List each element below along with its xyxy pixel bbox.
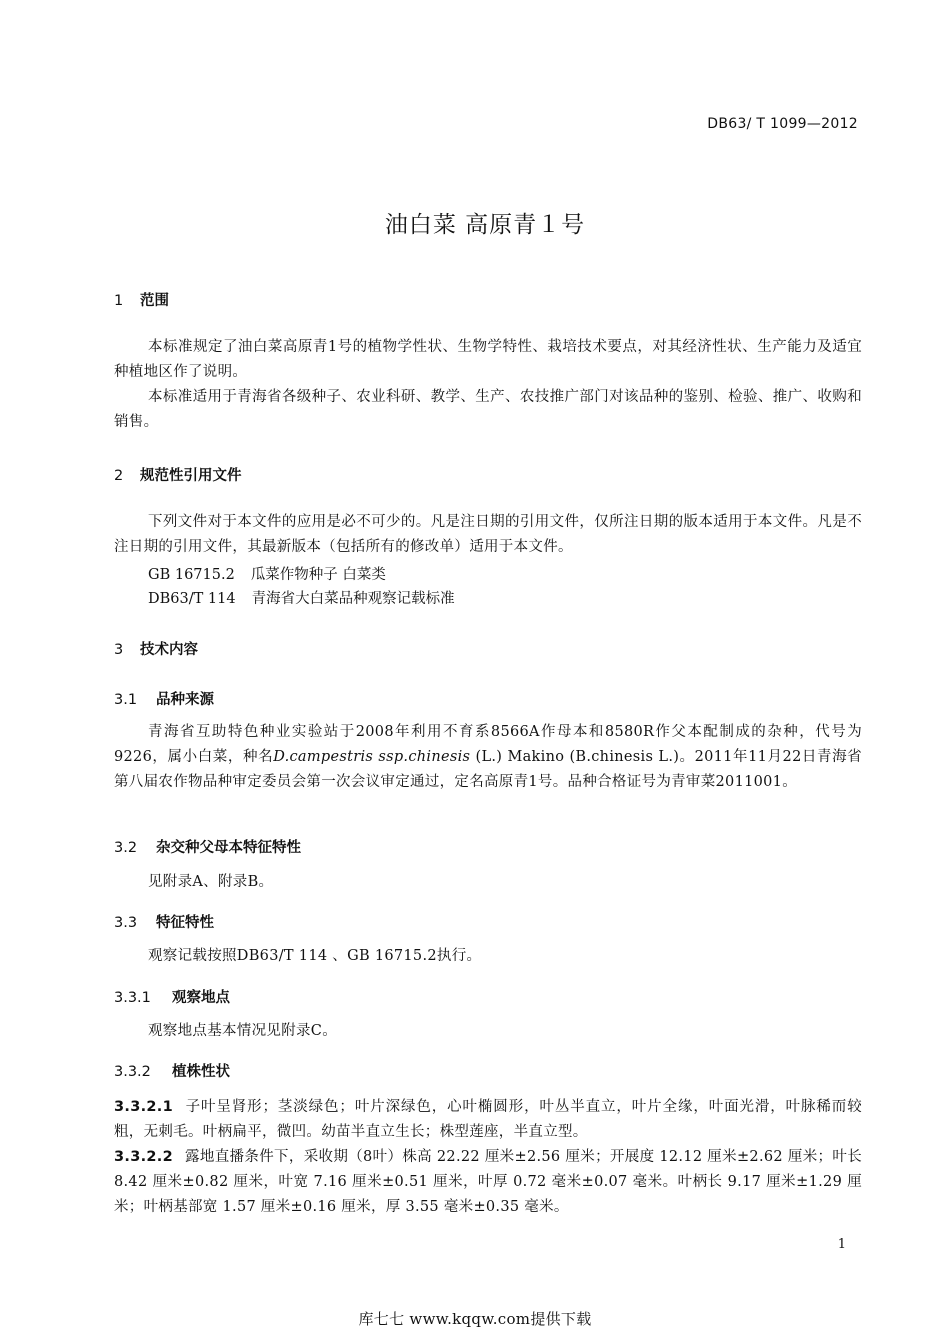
page-number: 1 [837, 1237, 846, 1252]
section-2-heading [114, 464, 242, 485]
section-1-paragraph-1: 本标准规定了油白菜高原青1号的植物学性状、生物学特性、栽培技术要点，对其经济性状、生产能力及适宜种植地区作了说明。 [114, 339, 862, 380]
clause-text: 子叶呈肾形；茎淡绿色；叶片深绿色，心叶椭圆形，叶丛半直立，叶片全缘，叶面光滑，叶脉稀而较粗，无刺毛。叶柄扁平，微凹。幼苗半直立生长；株型莲座，半直立型。 [114, 1099, 862, 1140]
section-title: 品种来源 [156, 692, 214, 708]
section-number: 3.2 [114, 840, 138, 856]
section-3-1-paragraph [114, 720, 862, 795]
section-number: 3.3.1 [114, 990, 151, 1006]
clause-3-3-2-1 [114, 1095, 862, 1145]
section-3-2-heading [114, 836, 301, 857]
section-title: 规范性引用文件 [140, 468, 242, 484]
section-title: 特征特性 [156, 915, 214, 931]
section-title: 范围 [140, 293, 169, 309]
section-title: 观察地点 [172, 990, 230, 1006]
section-1-heading [114, 289, 169, 310]
section-title: 植株性状 [172, 1064, 230, 1080]
section-2-paragraph: 下列文件对于本文件的应用是必不可少的。凡是注日期的引用文件，仅所注日期的版本适用于本文件。凡是不注日期的引用文件，其最新版本（包括所有的修改单）适用于本文件。 [114, 514, 862, 555]
section-3-3-1-heading [114, 986, 230, 1007]
clause-3-3-2-2 [114, 1145, 862, 1220]
standard-code: DB63/ T 1099—2012 [707, 116, 858, 132]
section-number: 3.1 [114, 692, 138, 708]
section-number: 3.3.2 [114, 1064, 151, 1080]
section-title: 杂交种父母本特征特性 [156, 840, 301, 856]
clause-text: 露地直播条件下，采收期（8叶）株高 22.22 厘米±2.56 厘米；开展度 12.12 厘米±2.62 厘米；叶长 8.42 厘米±0.82 厘米，叶宽 7.16 厘米±0.51 厘米，叶厚 0.72 毫米±0.07 毫米。叶柄长 9.17 厘米±1.29 厘米；叶柄基部宽 1.57 厘米±0.16 厘米，厚 3.55 毫米±0.35 毫米。 [114, 1149, 862, 1215]
section-3-1-heading [114, 688, 214, 709]
paragraph-text-b: (L.) Makino (B.chinesis L.)。2011年11月22日青海省第八届农作物品种审定委员会第一次会议审定通过，定名高原青1号。品种合格证号为青审菜2011001。 [114, 749, 862, 790]
section-3-2-paragraph: 见附录A、附录B。 [148, 874, 274, 890]
reference-code: GB 16715.2 [148, 567, 235, 583]
clause-number: 3.3.2.1 [114, 1099, 173, 1115]
reference-name: 青海省大白菜品种观察记载标准 [251, 591, 455, 607]
paragraph-text-a: 青海省互助特色种业实验站于2008年利用不育系8566A作母本和8580R作父本配制成的杂种，代号为9226，属小白菜，种名 [114, 724, 862, 765]
section-number: 3.3 [114, 915, 138, 931]
document-title: 油白菜 高原青１号 [384, 212, 586, 238]
reference-name: 瓜菜作物种子 白菜类 [250, 567, 386, 583]
species-name: D.campestris ssp.chinesis [273, 749, 471, 765]
reference-code: DB63/T 114 [148, 591, 236, 607]
section-number: 1 [114, 293, 124, 309]
normative-reference [148, 563, 386, 584]
normative-reference [148, 587, 455, 608]
clause-number: 3.3.2.2 [114, 1149, 173, 1165]
section-number: 2 [114, 468, 124, 484]
section-number: 3 [114, 642, 124, 658]
section-3-3-1-paragraph: 观察地点基本情况见附录C。 [148, 1023, 337, 1039]
section-3-heading [114, 638, 198, 659]
section-title: 技术内容 [140, 642, 198, 658]
section-1-paragraph-2: 本标准适用于青海省各级种子、农业科研、教学、生产、农技推广部门对该品种的鉴别、检验、推广、收购和销售。 [114, 389, 862, 430]
section-3-3-2-heading [114, 1060, 230, 1081]
section-3-3-paragraph: 观察记载按照DB63/T 114 、GB 16715.2执行。 [148, 948, 482, 964]
section-3-3-heading [114, 911, 214, 932]
download-footer: 库七七 www.kqqw.com提供下载 [358, 1310, 592, 1328]
